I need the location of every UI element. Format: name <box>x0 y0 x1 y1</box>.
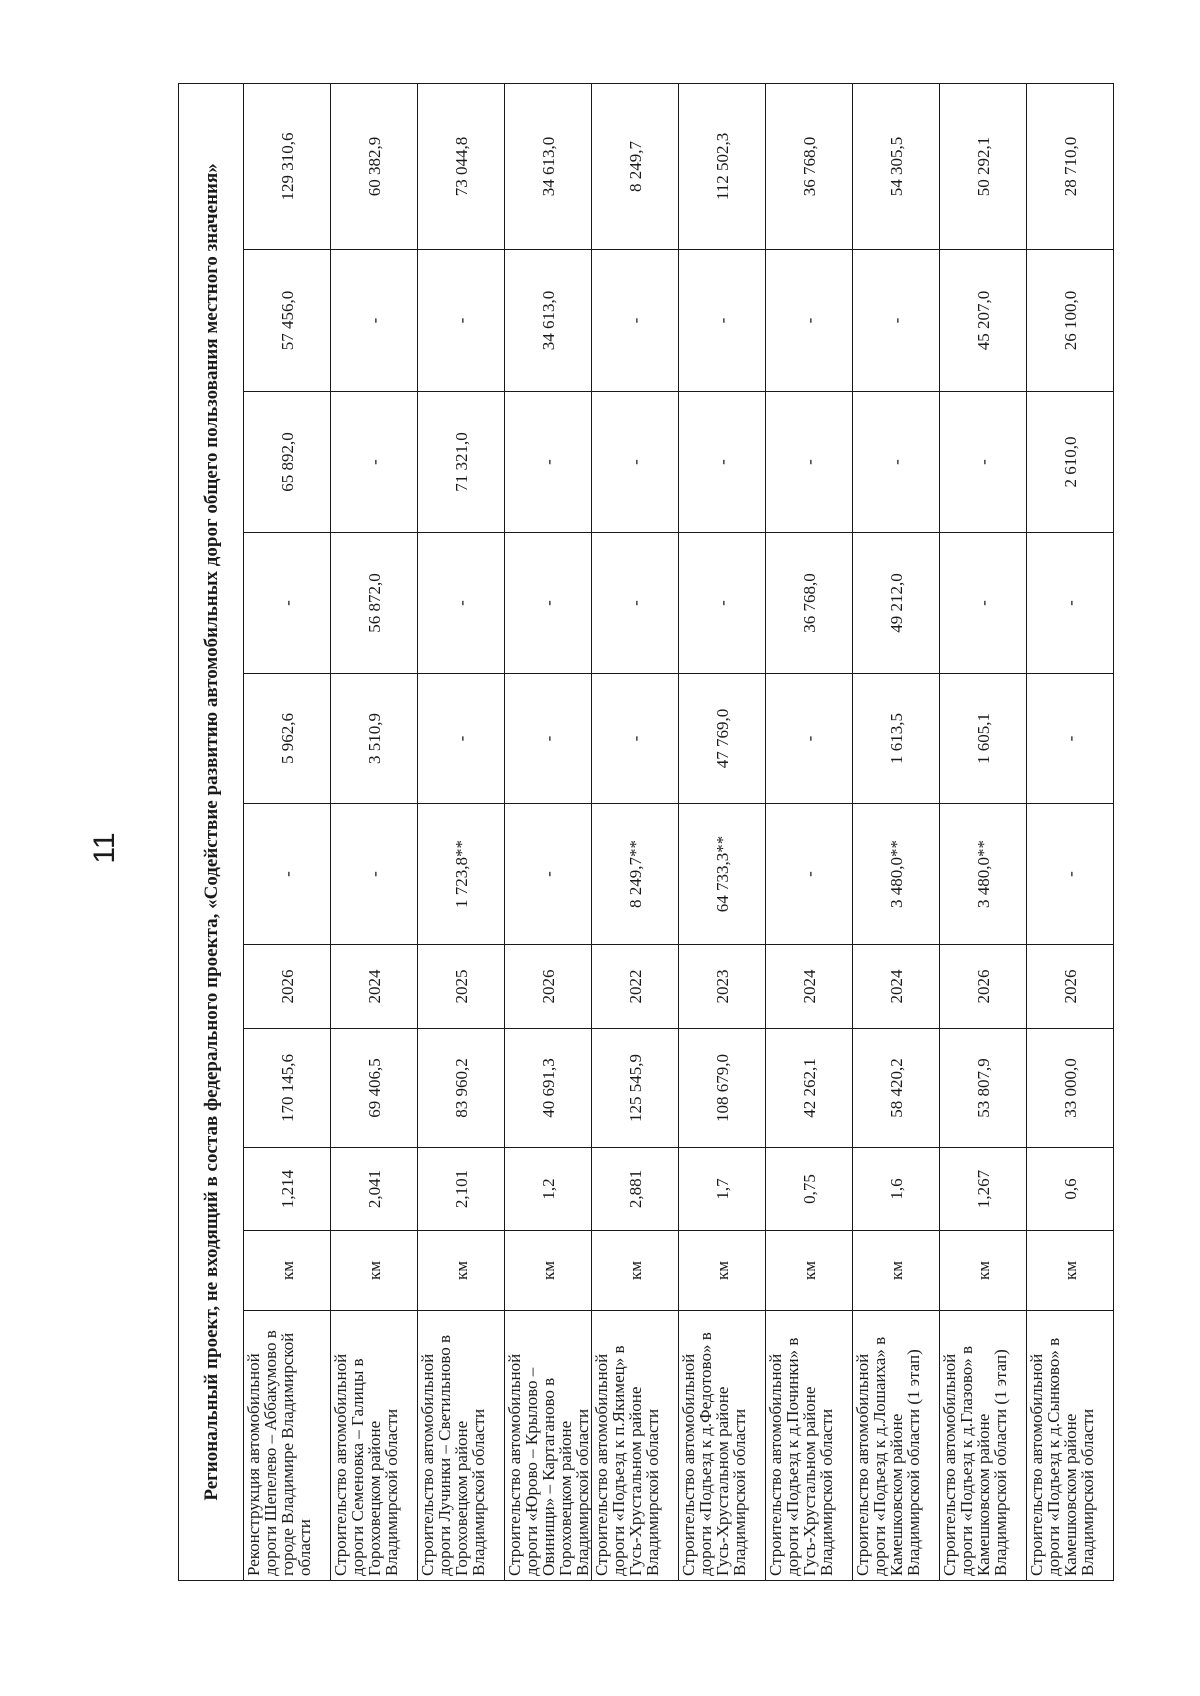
capacity-cell: 0,6 <box>1027 1148 1114 1231</box>
object-name-cell: Строительство автомобильной дороги «Подъезд к д.Сынково» в Камешковском районе Владимирской области <box>1027 1311 1114 1581</box>
funding-year-5-cell: 26 100,0 <box>1027 250 1114 392</box>
table-row <box>592 83 679 1580</box>
total-funding-cell: 60 382,9 <box>331 83 418 249</box>
unit-cell: км <box>592 1231 679 1311</box>
object-name-cell: Строительство автомобильной дороги «Подъезд к д.Лошаиха» в Камешковском районе Владимирской области (1 этап) <box>853 1311 940 1581</box>
funding-year-3-cell: 49 212,0 <box>853 533 940 674</box>
estimated-cost-cell: 108 679,0 <box>679 1029 766 1148</box>
total-funding-cell: 8 249,7 <box>592 83 679 249</box>
funding-year-4-cell: - <box>331 392 418 533</box>
funding-year-4-cell: - <box>766 392 853 533</box>
funding-year-1-cell: - <box>766 804 853 945</box>
funding-year-5-cell: - <box>331 250 418 392</box>
estimated-cost-cell: 58 420,2 <box>853 1029 940 1148</box>
total-funding-cell: 36 768,0 <box>766 83 853 249</box>
estimated-cost-cell: 125 545,9 <box>592 1029 679 1148</box>
table-row <box>766 83 853 1580</box>
capacity-cell: 1,2 <box>505 1148 592 1231</box>
completion-year-cell: 2022 <box>592 945 679 1029</box>
funding-year-2-cell: 3 510,9 <box>331 674 418 804</box>
funding-year-2-cell: - <box>1027 674 1114 804</box>
funding-year-1-cell: 1 723,8** <box>418 804 505 945</box>
capacity-cell: 2,881 <box>592 1148 679 1231</box>
estimated-cost-cell: 33 000,0 <box>1027 1029 1114 1148</box>
funding-year-5-cell: - <box>766 250 853 392</box>
funding-year-2-cell: 5 962,6 <box>244 674 331 804</box>
table-row <box>940 83 1027 1580</box>
table-row <box>679 83 766 1580</box>
completion-year-cell: 2023 <box>679 945 766 1029</box>
funding-year-3-cell: - <box>592 533 679 674</box>
capacity-cell: 1,7 <box>679 1148 766 1231</box>
funding-year-2-cell: - <box>505 674 592 804</box>
funding-year-2-cell: - <box>592 674 679 804</box>
object-name-cell: Строительство автомобильной дороги Лучинки – Светильново в Гороховецком районе Владимирской области <box>418 1311 505 1581</box>
table-row <box>418 83 505 1580</box>
funding-year-4-cell: 71 321,0 <box>418 392 505 533</box>
estimated-cost-cell: 170 145,6 <box>244 1029 331 1148</box>
table-row <box>244 83 331 1580</box>
unit-cell: км <box>418 1231 505 1311</box>
capacity-cell: 2,101 <box>418 1148 505 1231</box>
object-name-cell: Строительство автомобильной дороги «Подъезд к д.Починки» в Гусь-Хрустальном районе Владимирской области <box>766 1311 853 1581</box>
estimated-cost-cell: 42 262,1 <box>766 1029 853 1148</box>
funding-year-1-cell: - <box>244 804 331 945</box>
unit-cell: км <box>679 1231 766 1311</box>
funding-year-4-cell: 65 892,0 <box>244 392 331 533</box>
funding-year-4-cell: - <box>853 392 940 533</box>
funding-year-5-cell: 45 207,0 <box>940 250 1027 392</box>
unit-cell: км <box>766 1231 853 1311</box>
object-name-cell: Реконструкция автомобильной дороги Шепелево – Аббакумово в городе Владимире Владимирской области <box>244 1311 331 1581</box>
table-row <box>505 83 592 1580</box>
funding-year-5-cell: 34 613,0 <box>505 250 592 392</box>
page-number: 11 <box>88 832 121 864</box>
funding-year-1-cell: - <box>505 804 592 945</box>
unit-cell: км <box>853 1231 940 1311</box>
capacity-cell: 1,214 <box>244 1148 331 1231</box>
funding-year-1-cell: 64 733,3** <box>679 804 766 945</box>
object-name-cell: Строительство автомобильной дороги «Подъезд к д.Федотово» в Гусь-Хрустальном районе Владимирской области <box>679 1311 766 1581</box>
unit-cell: км <box>1027 1231 1114 1311</box>
funding-year-5-cell: 57 456,0 <box>244 250 331 392</box>
section-heading-row <box>179 83 244 1580</box>
funding-year-1-cell: 3 480,0** <box>940 804 1027 945</box>
funding-year-3-cell: 36 768,0 <box>766 533 853 674</box>
object-name-cell: Строительство автомобильной дороги «Подъезд к д.Глазово» в Камешковском районе Владимирской области (1 этап) <box>940 1311 1027 1581</box>
object-name-cell: Строительство автомобильной дороги «Юрово – Крылово – Овинищи» – Картаганово в Гороховецком районе Владимирской области <box>505 1311 592 1581</box>
funding-year-4-cell: - <box>940 392 1027 533</box>
funding-year-3-cell: - <box>418 533 505 674</box>
unit-cell: км <box>940 1231 1027 1311</box>
completion-year-cell: 2024 <box>766 945 853 1029</box>
funding-year-5-cell: - <box>592 250 679 392</box>
funding-year-3-cell: - <box>679 533 766 674</box>
funding-year-1-cell: - <box>1027 804 1114 945</box>
completion-year-cell: 2024 <box>331 945 418 1029</box>
funding-year-2-cell: 1 605,1 <box>940 674 1027 804</box>
total-funding-cell: 112 502,3 <box>679 83 766 249</box>
funding-year-1-cell: - <box>331 804 418 945</box>
total-funding-cell: 73 044,8 <box>418 83 505 249</box>
total-funding-cell: 129 310,6 <box>244 83 331 249</box>
completion-year-cell: 2024 <box>853 945 940 1029</box>
completion-year-cell: 2025 <box>418 945 505 1029</box>
section-title: Региональный проект, не входящий в состав федерального проекта, «Содействие развитию автомобильных дорог общего пользования местного значения» <box>179 83 244 1580</box>
total-funding-cell: 28 710,0 <box>1027 83 1114 249</box>
funding-year-4-cell: - <box>505 392 592 533</box>
capacity-cell: 0,75 <box>766 1148 853 1231</box>
rotated-table-container <box>178 84 1097 1581</box>
road-projects-table <box>178 83 1114 1581</box>
completion-year-cell: 2026 <box>505 945 592 1029</box>
estimated-cost-cell: 53 807,9 <box>940 1029 1027 1148</box>
funding-year-5-cell: - <box>418 250 505 392</box>
funding-year-3-cell: - <box>244 533 331 674</box>
unit-cell: км <box>505 1231 592 1311</box>
table-row <box>1027 83 1114 1580</box>
funding-year-2-cell: 1 613,5 <box>853 674 940 804</box>
estimated-cost-cell: 69 406,5 <box>331 1029 418 1148</box>
estimated-cost-cell: 83 960,2 <box>418 1029 505 1148</box>
object-name-cell: Строительство автомобильной дороги Семеновка – Галицы в Гороховецком районе Владимирской области <box>331 1311 418 1581</box>
funding-year-4-cell: 2 610,0 <box>1027 392 1114 533</box>
funding-year-1-cell: 3 480,0** <box>853 804 940 945</box>
funding-year-2-cell: 47 769,0 <box>679 674 766 804</box>
funding-year-3-cell: - <box>940 533 1027 674</box>
funding-year-5-cell: - <box>853 250 940 392</box>
funding-year-4-cell: - <box>679 392 766 533</box>
capacity-cell: 2,041 <box>331 1148 418 1231</box>
completion-year-cell: 2026 <box>244 945 331 1029</box>
funding-year-1-cell: 8 249,7** <box>592 804 679 945</box>
completion-year-cell: 2026 <box>1027 945 1114 1029</box>
funding-year-4-cell: - <box>592 392 679 533</box>
capacity-cell: 1,267 <box>940 1148 1027 1231</box>
funding-year-5-cell: - <box>679 250 766 392</box>
table-row <box>853 83 940 1580</box>
estimated-cost-cell: 40 691,3 <box>505 1029 592 1148</box>
capacity-cell: 1,6 <box>853 1148 940 1231</box>
unit-cell: км <box>244 1231 331 1311</box>
funding-year-3-cell: - <box>505 533 592 674</box>
object-name-cell: Строительство автомобильной дороги «Подъезд к п.Якимец» в Гусь-Хрустальном районе Владимирской области <box>592 1311 679 1581</box>
table-row <box>331 83 418 1580</box>
funding-year-3-cell: - <box>1027 533 1114 674</box>
unit-cell: км <box>331 1231 418 1311</box>
completion-year-cell: 2026 <box>940 945 1027 1029</box>
total-funding-cell: 34 613,0 <box>505 83 592 249</box>
funding-year-2-cell: - <box>766 674 853 804</box>
funding-year-3-cell: 56 872,0 <box>331 533 418 674</box>
total-funding-cell: 54 305,5 <box>853 83 940 249</box>
total-funding-cell: 50 292,1 <box>940 83 1027 249</box>
funding-year-2-cell: - <box>418 674 505 804</box>
